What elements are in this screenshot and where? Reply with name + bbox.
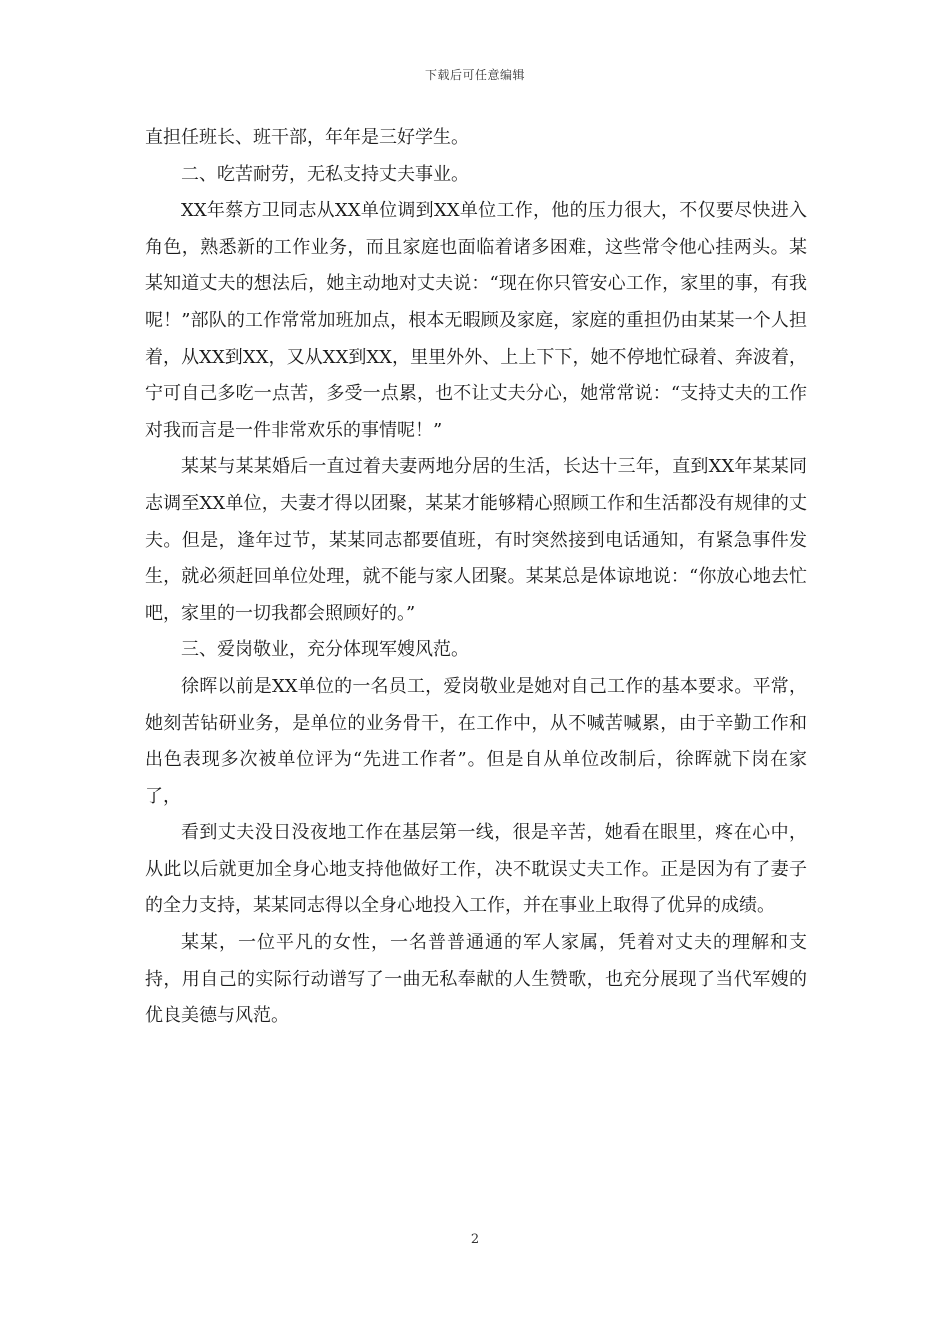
document-body bbox=[145, 120, 807, 1035]
paragraph-continuation: 直担任班长、班干部，年年是三好学生。 bbox=[145, 127, 469, 148]
page-header: 下载后可任意编辑 bbox=[424, 68, 525, 82]
section-heading-3: 三、爱岗敬业，充分体现军嫂风范。 bbox=[181, 639, 469, 661]
paragraph: 看到丈夫没日没夜地工作在基层第一线，很是辛苦，她看在眼里，疼在心中，从此以后就更加全身心地支持他做好工作，决不耽误丈夫工作。正是因为有了妻子的全力支持，某某同志得以全身心地投入工作，并在事业上取得了优异的成绩。 bbox=[145, 822, 807, 917]
paragraph: 徐晖以前是XX单位的一名员工，爱岗敬业是她对自己工作的基本要求。平常，她刻苦钻研业务，是单位的业务骨干，在工作中，从不喊苦喊累，由于辛勤工作和出色表现多次被单位评为“先进工作者”。但是自从单位改制后，徐晖就下岗在家了， bbox=[145, 675, 807, 807]
paragraph: 某某与某某婚后一直过着夫妻两地分居的生活，长达十三年，直到XX年某某同志调至XX单位，夫妻才得以团聚，某某才能够精心照顾工作和生活都没有规律的丈夫。但是，逢年过节，某某同志都要值班，有时突然接到电话通知，有紧急事件发生，就必须赶回单位处理，就不能与家人团聚。某某总是体谅地说：“你放心地去忙吧，家里的一切我都会照顾好的。” bbox=[145, 456, 807, 624]
page-number: 2 bbox=[470, 1232, 480, 1247]
paragraph: 某某，一位平凡的女性，一名普普通通的军人家属，凭着对丈夫的理解和支持，用自己的实际行动谱写了一曲无私奉献的人生赞歌，也充分展现了当代军嫂的优良美德与风范。 bbox=[145, 932, 807, 1027]
paragraph: XX年蔡方卫同志从XX单位调到XX单位工作，他的压力很大，不仅要尽快进入角色，熟悉新的工作业务，而且家庭也面临着诸多困难，这些常令他心挂两头。某某知道丈夫的想法后，她主动地对丈夫说：“现在你只管安心工作，家里的事，有我呢！”部队的工作常常加班加点，根本无暇顾及家庭，家庭的重担仍由某某一个人担着，从XX到XX，又从XX到XX，里里外外、上上下下，她不停地忙碌着、奔波着，宁可自己多吃一点苦，多受一点累，也不让丈夫分心，她常常说：“支持丈夫的工作对我而言是一件非常欢乐的事情呢！” bbox=[145, 200, 807, 441]
section-heading-2: 二、吃苦耐劳，无私支持丈夫事业。 bbox=[181, 163, 469, 185]
